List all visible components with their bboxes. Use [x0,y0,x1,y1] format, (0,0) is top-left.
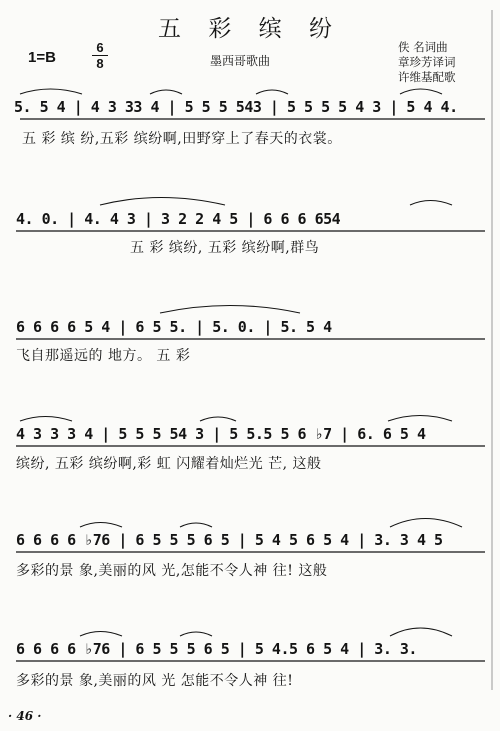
slur [20,417,72,422]
time-signature-upper: 6 [96,40,104,55]
lyric-line-4: 缤纷, 五彩 缤纷啊,彩 虹 闪耀着灿烂光 芒, 这般 [16,456,322,472]
slur [400,89,442,94]
notation-line-2: 4. 0. | 4. 4 3 | 3 2 2 4 5 | 6 6 6 654 [16,210,341,228]
lyric-line-2: 五 彩 缤纷, 五彩 缤纷啊,群鸟 [130,240,320,256]
notation-line-5: 6 6 6 6 ♭76 | 6 5 5 5 6 5 | 5 4 5 6 5 4 | 3. 3 4 5 [16,531,443,549]
slur [390,519,462,528]
slur [80,632,122,637]
slur [200,417,236,421]
slur [160,306,300,314]
key-signature: 1=B [28,49,56,66]
notation-line-3: 6 6 6 6 5 4 | 6 5 5. | 5. 0. | 5. 5 4 [16,318,332,336]
notation-line-1: 5. 5 4 | 4 3 33 4 | 5 5 5 543 | 5 5 5 5 4 3 | 5 4 4. [14,98,458,116]
lyric-line-3: 飞自那遥远的 地方。 五 彩 [16,348,191,364]
slur [20,89,82,94]
slur [180,523,212,527]
credit-arranger: 许维基配歌 [398,70,456,84]
lyric-line-1: 五 彩 缤 纷,五彩 缤纷啊,田野穿上了春天的衣裳。 [22,131,342,147]
slur [388,416,452,422]
slur [410,201,452,206]
slur [256,90,288,94]
lyric-line-5: 多彩的景 象,美丽的风 光,怎能不令人神 往! 这般 [16,563,328,579]
slur [180,632,212,636]
song-title: 五 彩 缤 纷 [158,16,342,42]
slur [150,90,182,94]
song-origin: 墨西哥歌曲 [210,54,271,68]
slur [80,523,122,528]
slur [100,198,225,206]
time-signature-lower: 8 [96,56,104,71]
lyric-line-6: 多彩的景 象,美丽的风 光 怎能不令人神 往! [16,673,294,689]
credit-composer: 佚 名词曲 [398,40,448,54]
slur [390,628,452,636]
notation-line-4: 4 3 3 3 4 | 5 5 5 54 3 | 5 5.5 5 6 ♭7 | 6. 6 5 4 [16,425,426,443]
page-number: · 46 · [8,709,42,723]
notation-line-6: 6 6 6 6 ♭76 | 6 5 5 5 6 5 | 5 4.5 6 5 4 | 3. 3. [16,640,417,658]
credit-translator: 章珍芳译词 [398,55,456,69]
